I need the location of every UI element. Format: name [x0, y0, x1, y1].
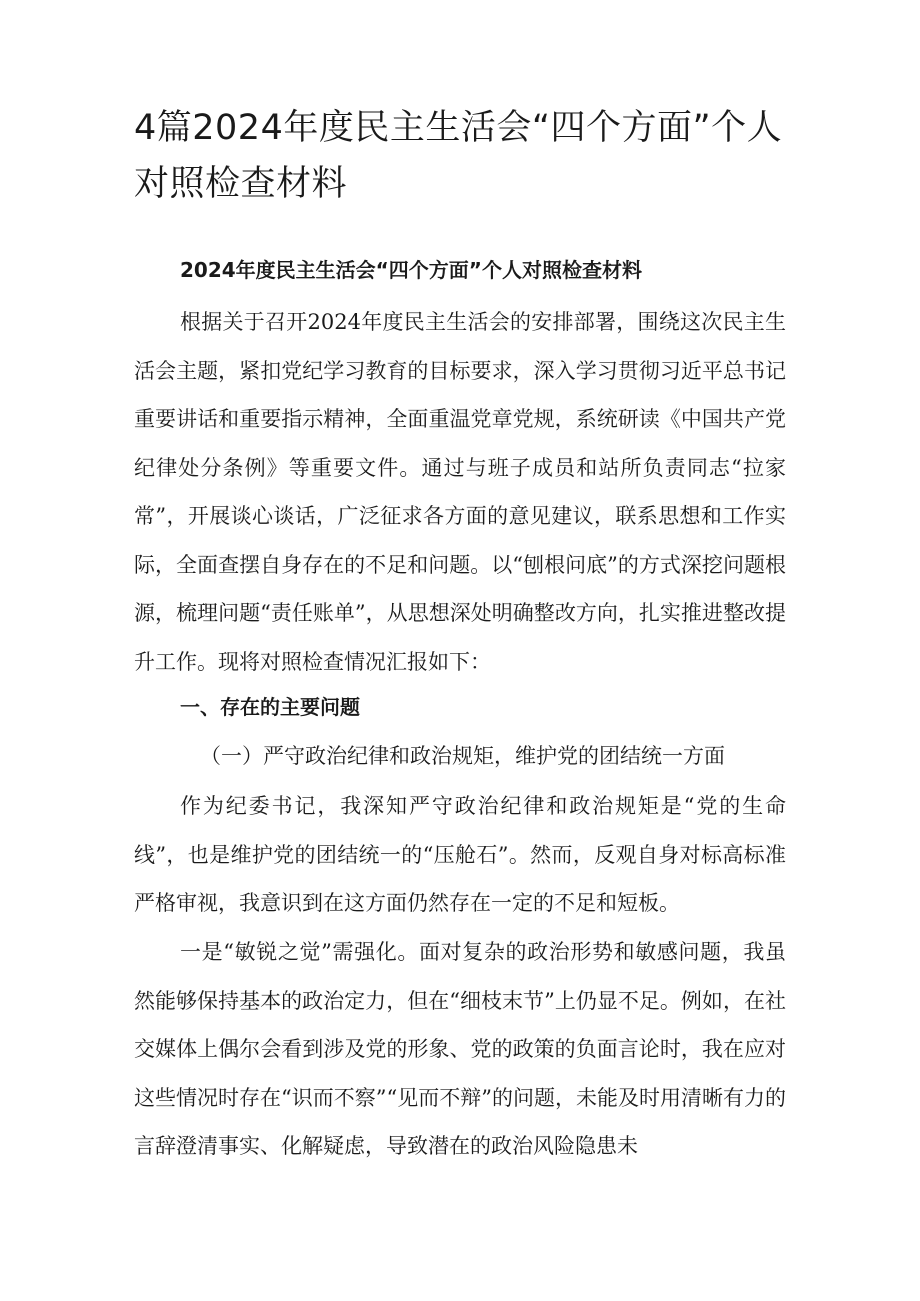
intro-section — [134, 298, 786, 686]
intro-paragraph: 根据关于召开2024年度民主生活会的安排部署，围绕这次民主生活会主题，紧扣党纪学习教育的目标要求，深入学习贯彻习近平总书记重要讲话和重要指示精神，全面重温党章党规，系统研读《中国共产党纪律处分条例》等重要文件。通过与班子成员和站所负责同志“拉家常”，开展谈心谈话，广泛征求各方面的意见建议，联系思想和工作实际，全面查摆自身存在的不足和问题。以“刨根问底”的方式深挖问题根源，梳理问题“责任账单”，从思想深处明确整改方向，扎实推进整改提升工作。现将对照检查情况汇报如下： — [134, 310, 786, 674]
body-section-3 — [134, 928, 786, 1171]
body-section-2 — [134, 782, 786, 928]
subsection-heading-political-discipline: （一）严守政治纪律和政治规矩，维护党的团结统一方面 — [200, 744, 725, 768]
document-title: 4篇2024年度民主生活会“四个方面”个人对照检查材料 — [134, 108, 783, 204]
body-paragraph-2: 作为纪委书记，我深知严守政治纪律和政治规矩是“党的生命线”，也是维护党的团结统一的“压舱石”。然而，反观自身对标高标准严格审视，我意识到在这方面仍然存在一定的不足和短板。 — [134, 794, 786, 915]
document-subtitle: 2024年度民主生活会“四个方面”个人对照检查材料 — [180, 258, 642, 282]
body-paragraph-3: 一是“敏锐之觉”需强化。面对复杂的政治形势和敏感问题，我虽然能够保持基本的政治定力，但在“细枝末节”上仍显不足。例如，在社交媒体上偶尔会看到涉及党的形象、党的政策的负面言论时，我在应对这些情况时存在“识而不察”“见而不辩”的问题，未能及时用清晰有力的言辞澄清事实、化解疑虑，导致潜在的政治风险隐患未 — [134, 940, 786, 1158]
section-heading-problems: 一、存在的主要问题 — [180, 695, 360, 719]
